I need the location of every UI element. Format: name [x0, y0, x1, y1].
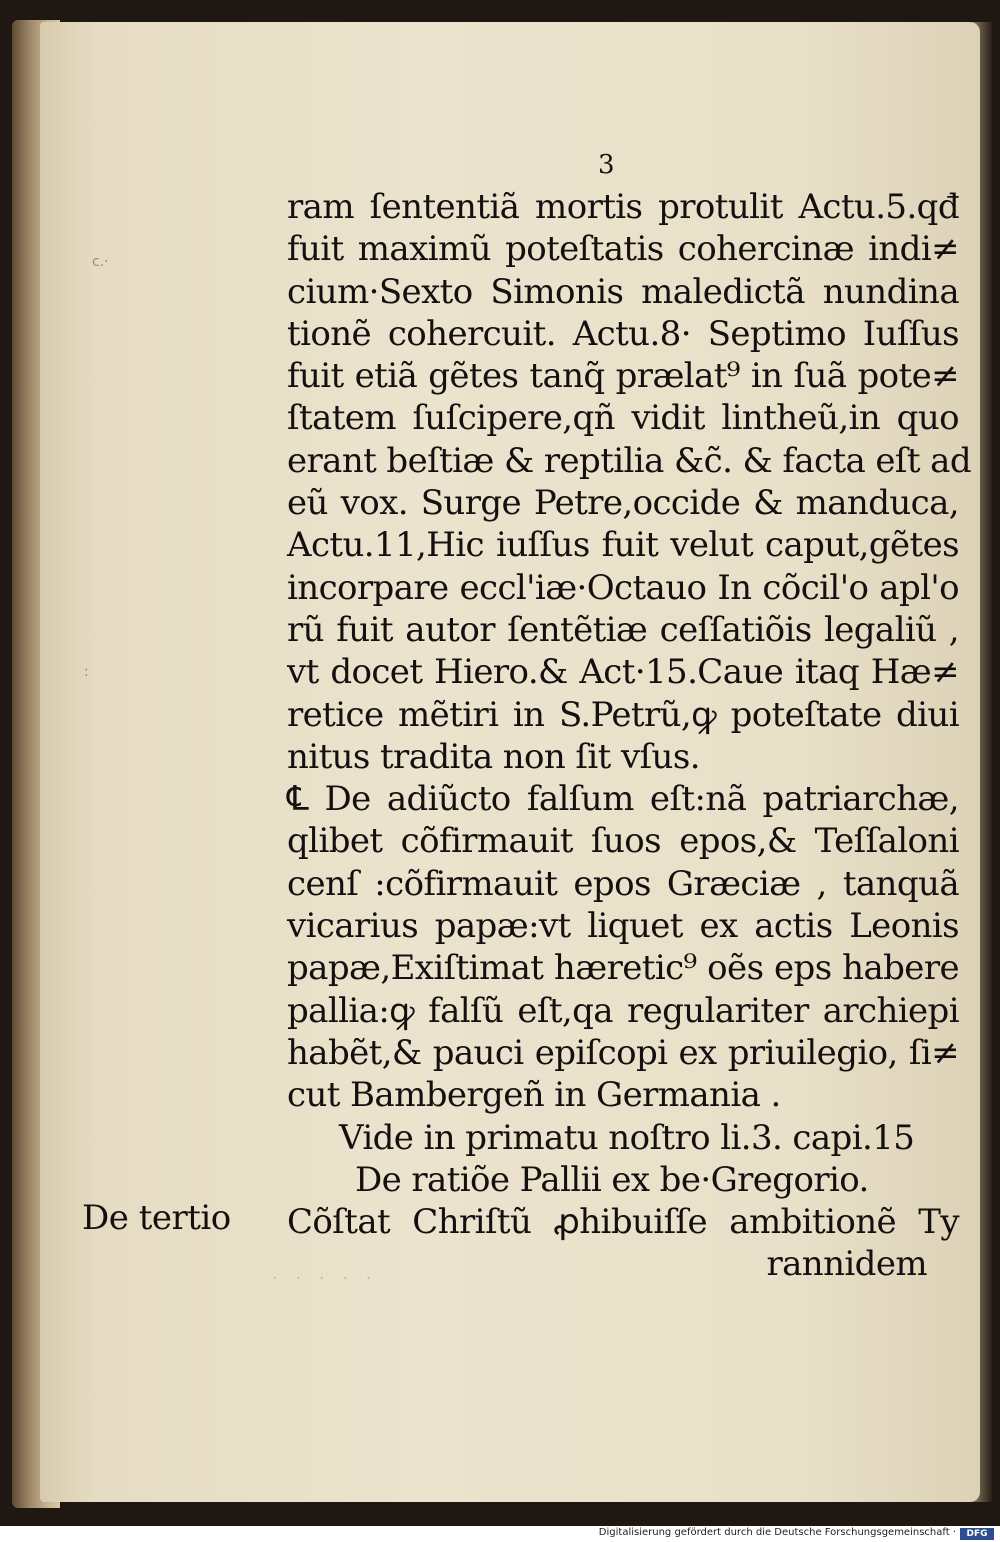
paragraph-start-line: ℄ De adiũcto falſum eſt:nã patriarchæ, [287, 779, 959, 820]
page-number: 3 [598, 150, 615, 180]
text-line: ram ſententiã mortis protulit Actu.5.qđ [287, 187, 959, 227]
text-line: habẽt,& pauci epiſcopi ex priuilegio, ſi≠ [287, 1032, 959, 1073]
margin-speck: c.· [92, 254, 109, 270]
dfg-logo: DFG [960, 1528, 994, 1540]
text-line: cium·Sexto Simonis maledictã nundina [287, 271, 959, 312]
cross-reference-line: De ratiõe Pallii ex be·Gregorio. [355, 1159, 869, 1200]
text-line: rũ fuit autor ſentẽtiæ ceſſatiõis legaliũ , [287, 609, 959, 650]
cross-reference-line: Vide in primatu noſtro li.3. capi.15 [339, 1117, 915, 1158]
text-line: nitus tradita non ſit vſus. [287, 736, 700, 777]
margin-note: De tertio [82, 1198, 231, 1238]
text-line: ſtatem ſuſcipere,qñ vidit lintheũ,in quo [287, 398, 959, 439]
text-line: cenſ :cõfirmauit epos Græciæ , tanquã [287, 863, 959, 904]
text-line: fuit maximũ poteſtatis cohercinæ indi≠ [287, 229, 959, 270]
text-line: vt docet Hiero.& Act·15.Caue itaq Hæ≠ [287, 652, 959, 693]
text-line: Actu.11,Hic iuſſus fuit velut caput,gẽtes [287, 525, 959, 566]
bleed-through-text: · · · · · [272, 1268, 378, 1289]
text-line: pallia:ꝙ falſũ eſt,qa regulariter archiepi [287, 990, 959, 1031]
text-line: erant beſtiæ & reptilia &c̃. & facta eſt ad [287, 440, 972, 481]
text-line: Cõſtat Chriſtũ ꝓhibuiſſe ambitionẽ Ty [287, 1202, 959, 1243]
footer-credit: Digitalisierung gefördert durch die Deutsche Forschungsgemeinschaft · [598, 1527, 956, 1538]
text-line: fuit etiã gẽtes tanq̃ prælat⁹ in ſuã pote≠ [287, 356, 959, 397]
margin-speck: : [84, 664, 89, 680]
text-line: papæ,Exiſtimat hæretic⁹ oẽs eps habere [287, 948, 959, 989]
text-line: tionẽ cohercuit. Actu.8· Septimo Iuſſus [287, 313, 959, 354]
body-text [287, 186, 972, 1286]
text-line: qlibet cõfirmauit ſuos epos,& Teſſaloni [287, 821, 959, 862]
text-line: cut Bambergeñ in Germania . [287, 1075, 781, 1116]
text-line: incorpare eccl'iæ·Octauo In cõcil'o apl'o [287, 567, 959, 608]
catchword: rannidem [766, 1244, 927, 1285]
text-line: eũ vox. Surge Petre,occide & manduca, [287, 483, 959, 524]
text-line: retice mẽtiri in S.Petrũ,ꝙ poteſtate diui [287, 694, 959, 735]
text-line: vicarius papæ:vt liquet ex actis Leonis [287, 906, 959, 947]
